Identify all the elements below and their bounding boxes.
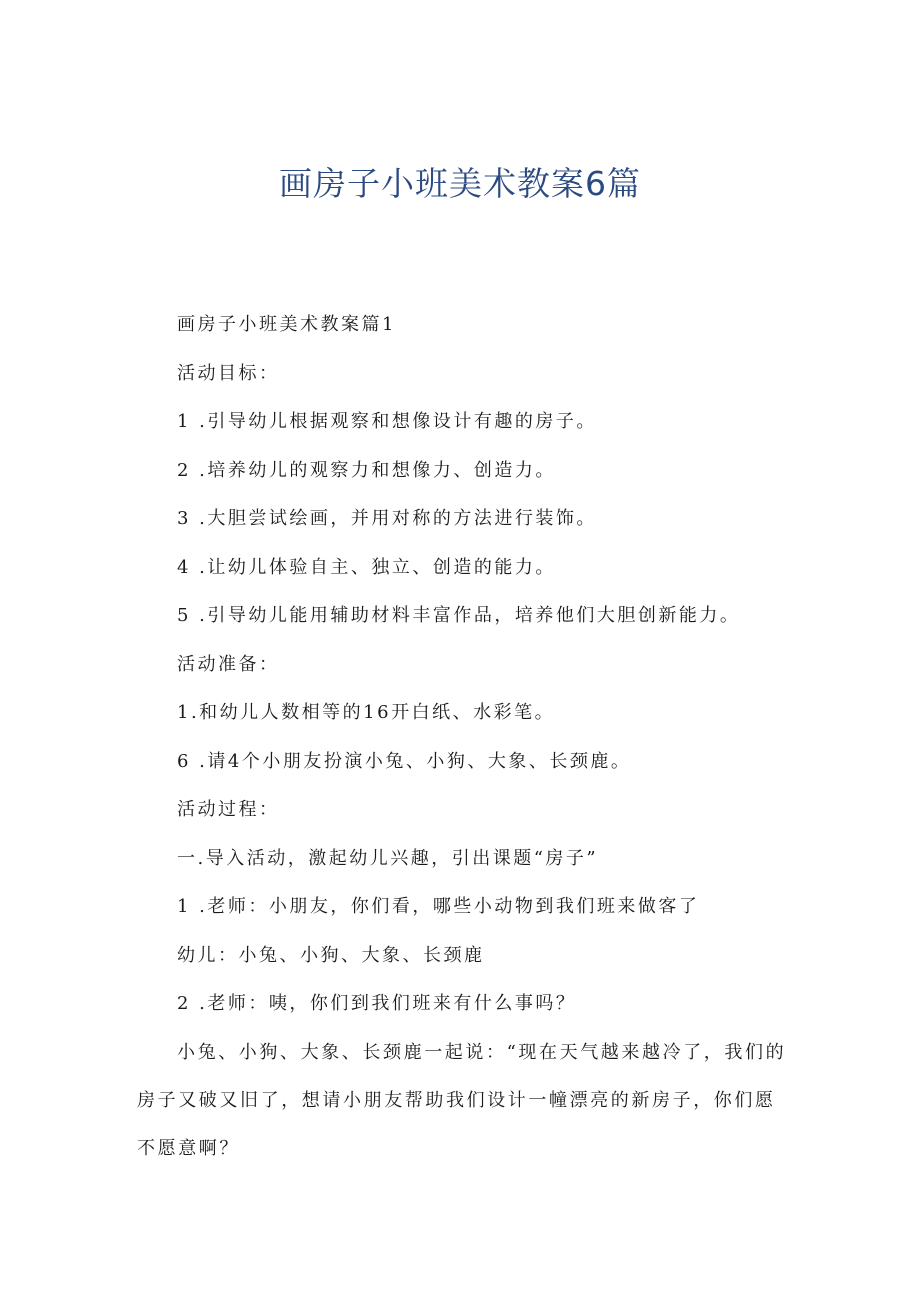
text-line: 活动过程：	[177, 799, 280, 820]
text-line: 2 .老师：咦，你们到我们班来有什么事吗？	[177, 993, 577, 1014]
text-line: 6 .请4个小朋友扮演小兔、小狗、大象、长颈鹿。	[177, 751, 632, 772]
text-line: 3 .大胆尝试绘画，并用对称的方法进行装饰。	[177, 508, 597, 529]
text-line: 4 .让幼儿体验自主、独立、创造的能力。	[177, 557, 556, 578]
text-line: 1 .老师：小朋友，你们看，哪些小动物到我们班来做客了	[177, 896, 700, 917]
text-line: 5 .引导幼儿能用辅助材料丰富作品，培养他们大胆创新能力。	[177, 605, 741, 626]
text-line: 幼儿：小兔、小狗、大象、长颈鹿	[177, 945, 485, 966]
text-line: 一.导入活动，激起幼儿兴趣，引出课题“房子”	[177, 848, 599, 869]
text-line: 1 .引导幼儿根据观察和想像设计有趣的房子。	[177, 411, 597, 432]
document-title: 画房子小班美术教案6篇	[279, 164, 641, 203]
text-line: 2 .培养幼儿的观察力和想像力、创造力。	[177, 460, 556, 481]
text-line: 1.和幼儿人数相等的16开白纸、水彩笔。	[177, 702, 556, 723]
body-paragraph: 小兔、小狗、大象、长颈鹿一起说：“现在天气越来越冷了，我们的房子又破又旧了，想请小朋友帮助我们设计一幢漂亮的新房子，你们愿不愿意啊？	[137, 1042, 787, 1159]
text-line: 活动目标：	[177, 363, 280, 384]
text-line: 活动准备：	[177, 654, 280, 675]
section-heading: 画房子小班美术教案篇1	[177, 314, 396, 335]
